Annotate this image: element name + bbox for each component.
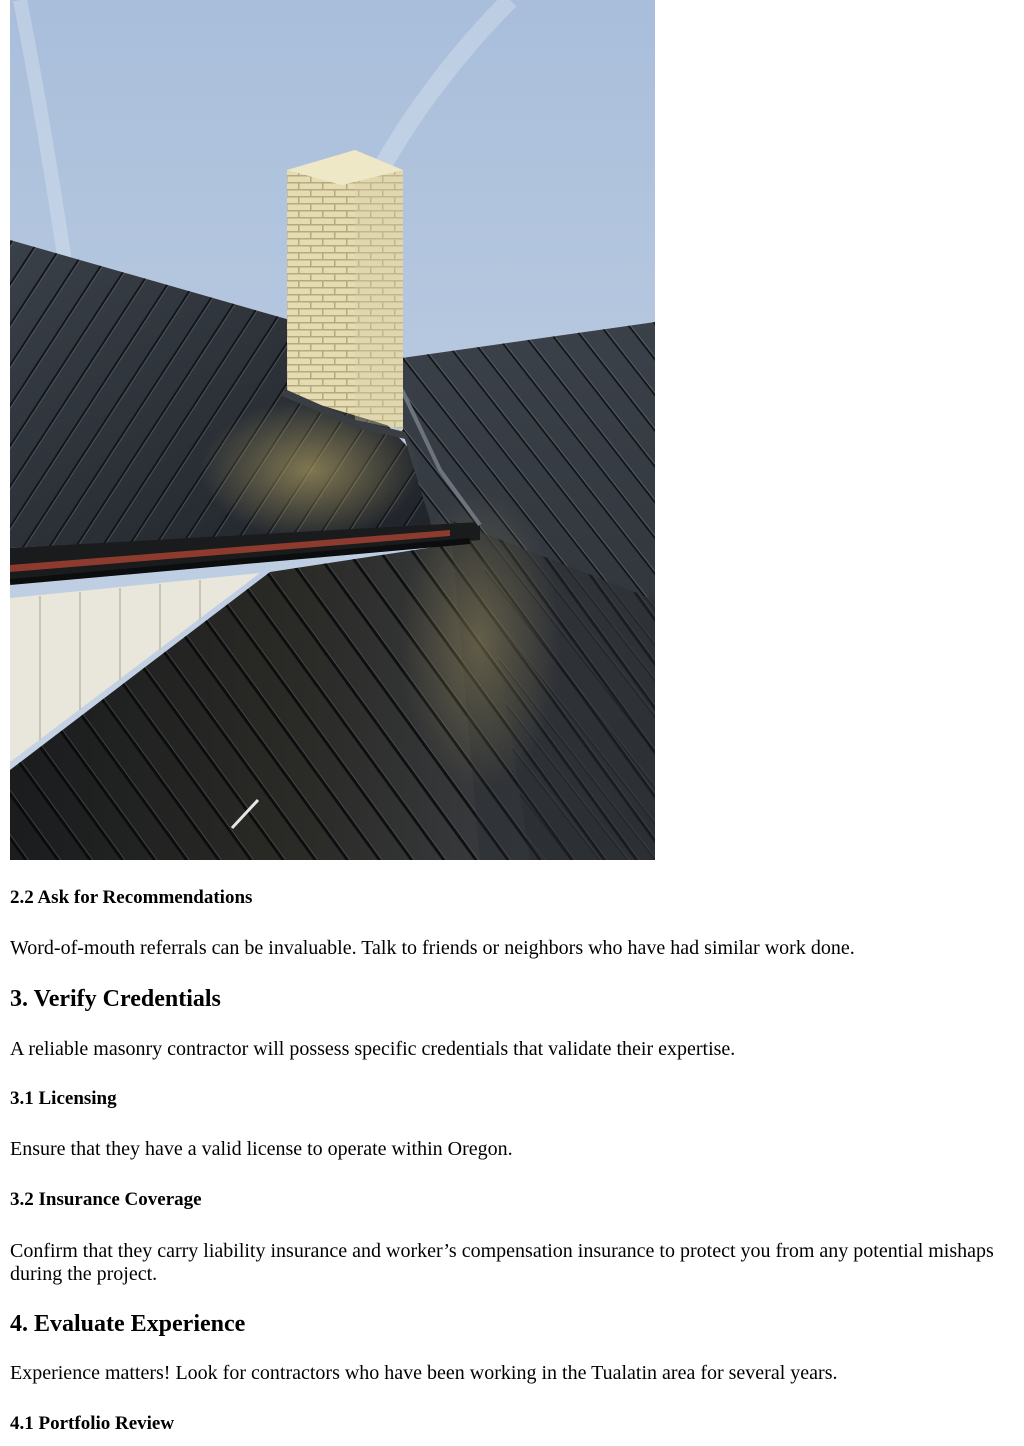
heading-evaluate-experience: 4. Evaluate Experience — [10, 1311, 246, 1337]
heading-ask-for-recommendations: 2.2 Ask for Recommendations — [10, 887, 253, 908]
paragraph-experience: Experience matters! Look for contractors who have been working in the Tualatin area for several years. — [10, 1362, 838, 1384]
paragraph-licensing: Ensure that they have a valid license to operate within Oregon. — [10, 1138, 513, 1160]
heading-insurance-coverage: 3.2 Insurance Coverage — [10, 1189, 202, 1210]
heading-portfolio-review: 4.1 Portfolio Review — [10, 1413, 175, 1434]
heading-licensing: 3.1 Licensing — [10, 1088, 117, 1109]
heading-verify-credentials: 3. Verify Credentials — [10, 986, 221, 1012]
paragraph-recommendations: Word-of-mouth referrals can be invaluable. Talk to friends or neighbors who have had similar work done. — [10, 937, 855, 959]
paragraph-credentials: A reliable masonry contractor will possess specific credentials that validate their expertise. — [10, 1038, 736, 1060]
roof-chimney-photo — [10, 0, 655, 860]
paragraph-insurance: Confirm that they carry liability insurance and worker’s compensation insurance to protect you from any potential mishaps during the project. — [10, 1240, 994, 1285]
